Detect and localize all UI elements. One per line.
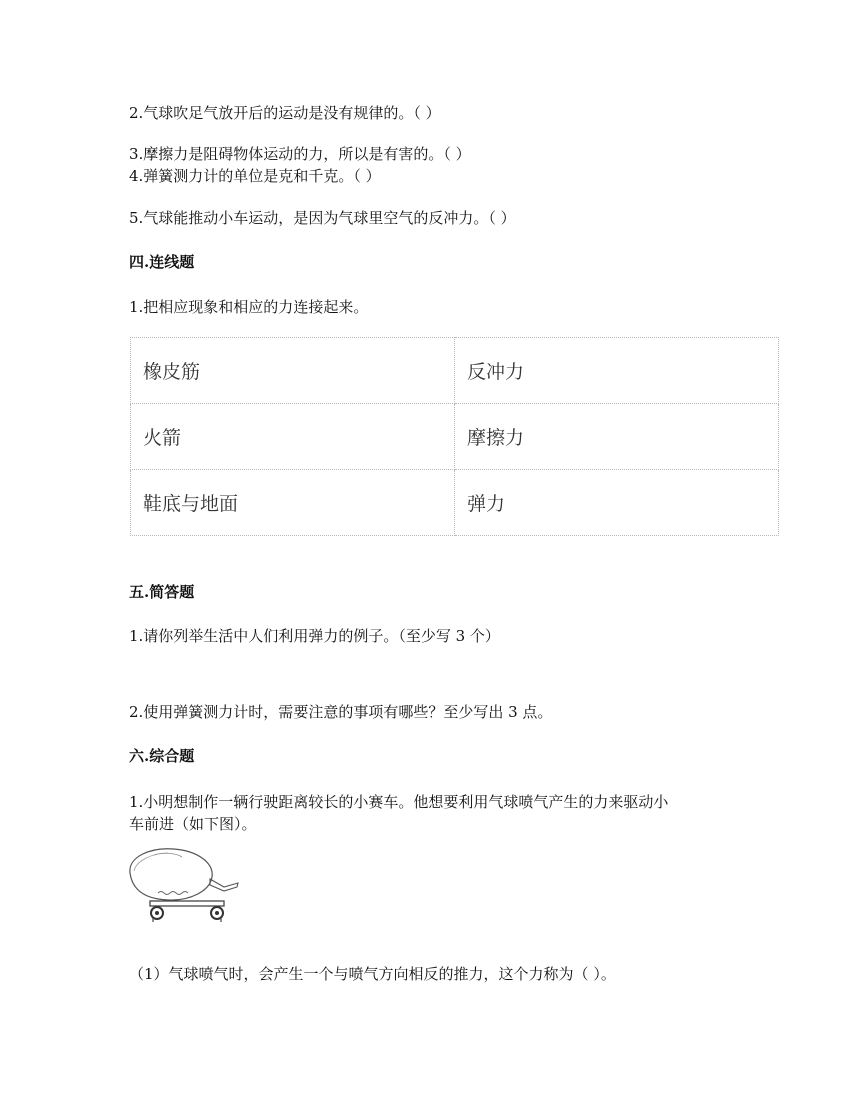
matching-table — [130, 337, 779, 536]
comprehensive-subquestion-1: （1）气球喷气时，会产生一个与喷气方向相反的推力，这个力称为（ ）。 — [129, 965, 616, 983]
table-row — [131, 404, 779, 470]
section-heading-comprehensive: 六.综合题 — [129, 747, 195, 765]
question-4: 4.弹簧测力计的单位是克和千克。（ ） — [129, 167, 381, 185]
matching-instruction: 1.把相应现象和相应的力连接起来。 — [129, 298, 369, 316]
question-3: 3.摩擦力是阻碍物体运动的力，所以是有害的。（ ） — [129, 145, 471, 163]
comprehensive-question-line-1: 1.小明想制作一辆行驶距离较长的小赛车。他想要利用气球喷气产生的力来驱动小 — [129, 793, 669, 811]
table-cell-left: 火箭 — [131, 404, 455, 470]
short-answer-question-2: 2.使用弹簧测力计时，需要注意的事项有哪些？至少写出 3 点。 — [129, 703, 553, 721]
table-cell-left: 鞋底与地面 — [131, 470, 455, 536]
table-cell-right: 摩擦力 — [455, 404, 779, 470]
section-heading-short-answer: 五.简答题 — [129, 583, 195, 601]
table-cell-left: 橡皮筋 — [131, 338, 455, 404]
short-answer-question-1: 1.请你列举生活中人们利用弹力的例子。（至少写 3 个） — [129, 627, 500, 645]
table-row — [131, 338, 779, 404]
table-cell-right: 弹力 — [455, 470, 779, 536]
table-row — [131, 470, 779, 536]
question-2: 2.气球吹足气放开后的运动是没有规律的。（ ） — [129, 104, 441, 122]
section-heading-matching: 四.连线题 — [129, 253, 195, 271]
comprehensive-question-line-2: 车前进（如下图）。 — [129, 815, 257, 833]
question-5: 5.气球能推动小车运动，是因为气球里空气的反冲力。（ ） — [129, 209, 516, 227]
balloon-car-image — [124, 843, 240, 927]
table-cell-right: 反冲力 — [455, 338, 779, 404]
